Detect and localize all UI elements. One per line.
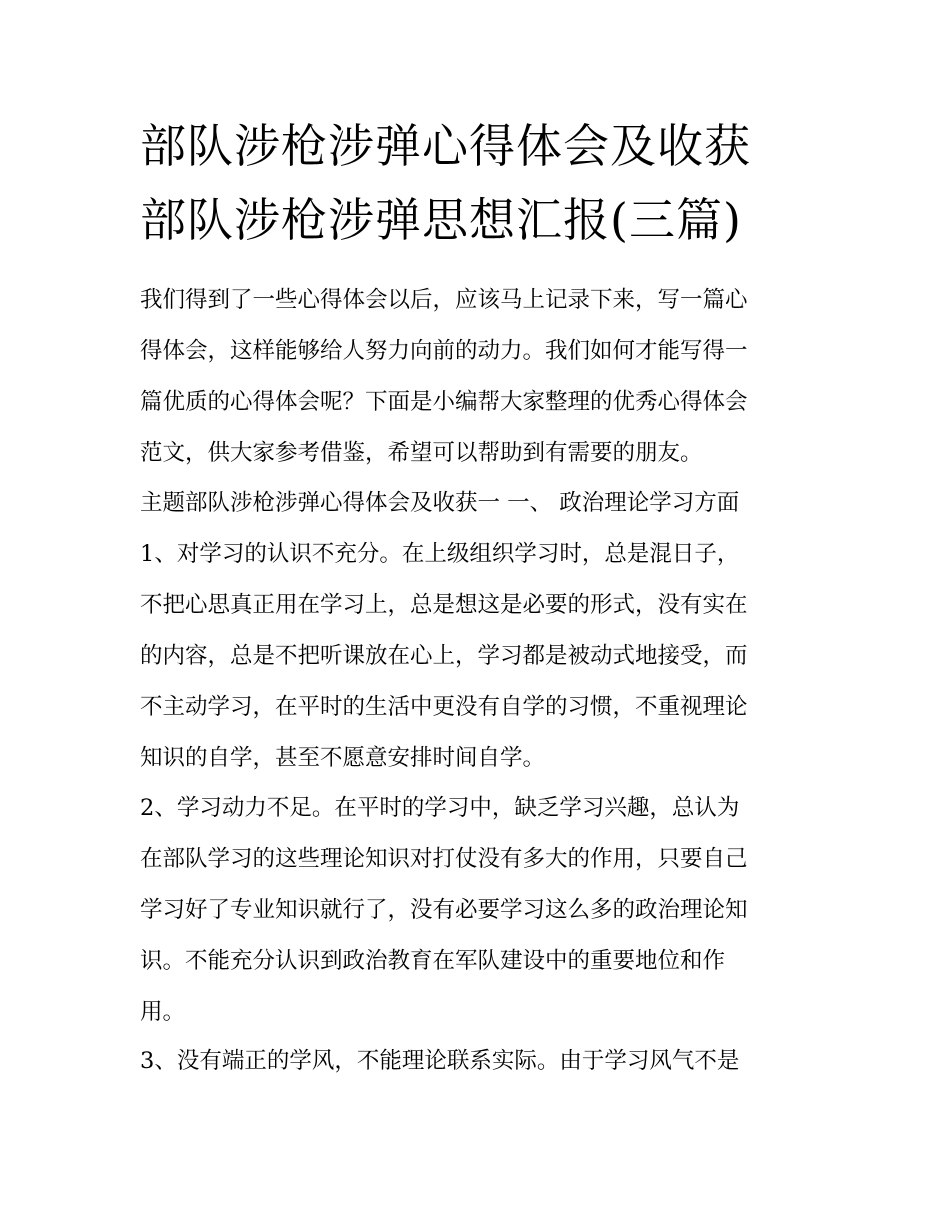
paragraph-line: 知识的自学，甚至不愿意安排时间自学。 (140, 745, 546, 771)
paragraph-line: 识。不能充分认识到政治教育在军队建设中的重要地位和作 (140, 948, 726, 974)
paragraph-line: 篇优质的心得体会呢？下面是小编帮大家整理的优秀心得体会 (140, 389, 748, 415)
paragraph-line: 不主动学习，在平时的生活中更没有自学的习惯，不重视理论 (140, 694, 748, 720)
paragraph-line: 1、对学习的认识不充分。在上级组织学习时，总是混日子， (140, 541, 740, 567)
paragraph-line: 用。 (140, 999, 186, 1025)
paragraph-line: 学习好了专业知识就行了，没有必要学习这么多的政治理论知 (140, 897, 748, 923)
paragraph-line: 我们得到了一些心得体会以后，应该马上记录下来，写一篇心 (140, 287, 748, 313)
paragraph-line: 在部队学习的这些理论知识对打仗没有多大的作用，只要自己 (140, 846, 748, 872)
intro-paragraph (140, 275, 820, 479)
paragraph-line: 不把心思真正用在学习上，总是想这是必要的形式，没有实在 (140, 592, 748, 618)
paragraph-line: 的内容，总是不把听课放在心上，学习都是被动式地接受，而 (140, 643, 748, 669)
paragraph-line: 主题部队涉枪涉弹心得体会及收获一 一、 政治理论学习方面 (140, 490, 740, 516)
paragraph-line: 2、学习动力不足。在平时的学习中，缺乏学习兴趣，总认为 (140, 795, 740, 821)
document-title-line-1: 部队涉枪涉弹心得体会及收获 (140, 119, 751, 173)
document-title-line-2: 部队涉枪涉弹思想汇报(三篇) (140, 193, 742, 247)
point-three-paragraph (140, 1036, 820, 1087)
paragraph-line: 3、没有端正的学风，不能理论联系实际。由于学习风气不是 (140, 1048, 740, 1074)
paragraph-line: 得体会，这样能够给人努力向前的动力。我们如何才能写得一 (140, 338, 748, 364)
section-one-paragraph (140, 478, 820, 784)
point-two-paragraph (140, 783, 820, 1038)
paragraph-line: 范文，供大家参考借鉴，希望可以帮助到有需要的朋友。 (140, 440, 703, 466)
